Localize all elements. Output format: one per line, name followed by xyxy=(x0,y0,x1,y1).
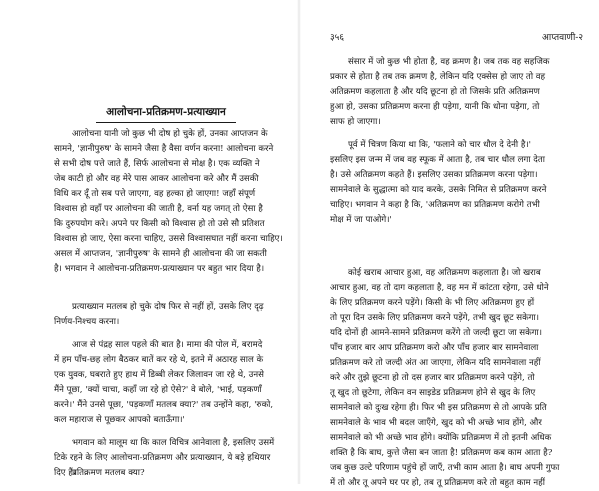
text-line: संसार में जो कुछ भी होता है, वह क्रमण है। जब तक वह सहजिक xyxy=(348,57,550,67)
text-line: कोई खराब आचार हुआ, वह अतिक्रमण कहलाता है। जो खराब xyxy=(348,268,541,278)
text-line: पाँच हजार बार आप प्रतिक्रमण करो और पाँच हजार बार सामनेवाला xyxy=(330,343,539,353)
book-title: आप्तवाणी-२ xyxy=(542,33,583,43)
text-line: इसलिए इस जन्म में जब वह स्फूक में आता है, तब चार धौल लगा देता xyxy=(330,155,545,165)
text-line: मैंने पूछा, 'क्यों चाचा, कहाँ जा रहे हो ऐसे?' वे बोले, 'भाई, पड़कणाँ xyxy=(54,385,262,395)
text-line: भगवान को मालूम था कि काल विचित्र आनेवाला है, इसलिए उसमें xyxy=(72,438,275,448)
text-line: दिए हैं। xyxy=(54,468,77,478)
text-line: जेब काटी हो और वह मेरे पास आकर आलोचना करे और मैं उसकी xyxy=(54,174,259,184)
paragraph-alochana xyxy=(54,127,288,292)
paragraph-question xyxy=(54,466,288,484)
text-line: शक्ति है कि बाघ, कुत्ते जैसा बन जाता है! प्रतिक्रमण कब काम आता है? xyxy=(330,448,553,458)
text-line: के लिए प्रतिक्रमण करने पड़ेंगे। किसी के भी लिए अतिक्रमण हुए हों xyxy=(330,298,535,308)
text-line: है। भगवान ने आलोचना-प्रतिक्रमण-प्रत्याख्यान पर बहुत भार दिया है। xyxy=(54,264,265,274)
text-line: आचार हुआ, वह तो दाग कहलाता है, वह मन में कांटता रहेगा, उसे धोने xyxy=(330,283,549,293)
text-line: प्रत्याख्यान मतलब हो चुके दोष फिर से नहीं हों, उसके लिए दृढ़ xyxy=(72,302,264,312)
section-heading: आलोचना-प्रतिक्रमण-प्रत्याख्यान xyxy=(106,106,226,118)
text-line: मोक्ष में जा पाओगे।' xyxy=(330,215,392,225)
book-gutter xyxy=(297,0,301,484)
text-line: आज से पंद्रह साल पहले की बात है। मामा की पोल में, बरामदे xyxy=(72,340,263,350)
text-line: आलोचना यानी जो कुछ भी दोष हो चुके हों, उनका आप्तजन के xyxy=(72,129,268,139)
heading-underline xyxy=(96,122,236,123)
text-line: सामनेवाले के सुद्धात्मा को याद करके, उसके निमित से प्रतिक्रमण करने xyxy=(330,185,547,195)
text-line: तो पूरा दिन उसके लिए प्रतिक्रमण करने पड़ेंगे, तभी खुद छूट सकेगा। xyxy=(330,313,540,323)
paragraph-pratikraman-continued xyxy=(330,476,584,488)
text-line: पूर्व में चित्रण किया था कि, 'फलाने को चार धौल दे देनी है।' xyxy=(348,140,532,150)
text-line: अतिक्रमण कहलाता है और यदि छूटना हो तो जिसके प्रति अतिक्रमण xyxy=(330,87,540,97)
paragraph-pratikraman xyxy=(330,266,584,476)
text-line: चाहिए। भगवान ने कहा है कि, 'अतिक्रमण का प्रतिक्रमण करोगे तभी xyxy=(330,200,540,210)
text-line: सामनेवाले के भाव भी बदल जाएँगे, खुद को भी अच्छे भाव होंगे, और xyxy=(330,418,542,428)
text-line: सामनेवाले को दुःख रहेगा ही। फिर भी इस प्रतिक्रमण से तो आपके प्रति xyxy=(330,403,547,413)
text-line: में हम पाँच-छह लोग बैठकर बातें कर रहे थे, इतने में अठारह साल के xyxy=(54,355,264,365)
text-line: एक युवक, घबराते हुए हाथ में डिब्बी लेकर जिलावन जा रहे थे, उनसे xyxy=(54,370,264,380)
text-line: टिके रहने के लिए आलोचना-प्रतिक्रमण और प्रत्याख्यान, ये बड़े हथियार xyxy=(54,453,271,463)
text-line: असल में आप्तजन, 'ज्ञानीपुरुष' के सामने ही आलोचना की जा सकती xyxy=(54,249,267,259)
text-line: निर्णय-निश्चय करना। xyxy=(54,317,120,327)
text-line: हुआ हो, उसका प्रतिक्रमण करना ही पड़ेगा, यानी कि धोना पड़ेगा, तो xyxy=(330,102,540,112)
text-line: विश्वास हो वहाँ पर आलोचना की जाती है, वर्ना यह जगत् तो ऐसा है xyxy=(54,204,263,214)
text-line: कल महाराज से पूछकर आपको बताऊँगा।' xyxy=(54,415,185,425)
running-head xyxy=(330,31,583,45)
paragraph-pratyakhyan xyxy=(54,300,288,330)
text-line: तू खुद तो छूटेगा, लेकिन वन साइडेड प्रतिक्रमण होने से खुद के लिए xyxy=(330,388,536,398)
text-line: जब कुछ उल्टे परिणाम पहुंचे हों जाएँ, तभी काम आता है। बाघ अपनी गुफा xyxy=(330,463,560,473)
text-line: विश्वास हो जाए, ऐसा करना चाहिए, उससे विश्वासघात नहीं करना चाहिए। xyxy=(54,234,283,244)
text-line: है। उसे अतिक्रमण कहते हैं। इसलिए उसका प्रतिक्रमण करना पड़ेगा। xyxy=(330,170,538,180)
text-line: साफ हो जाएगा। xyxy=(330,117,381,127)
left-page xyxy=(0,0,296,484)
text-line: से सभी दोष पत्ते जाते हैं, सिर्फ आलोचना से मोक्ष है। एक व्यक्ति ने xyxy=(54,159,260,169)
text-line: सामने, 'ज्ञानीपुरुष' के सामने जैसा है वैसा वर्णन करना! आलोचना करने xyxy=(54,144,274,154)
text-line: कि दुरुपयोग करे। अपने पर किसी को विश्वास हो तो उसे सौ प्रतिशत xyxy=(54,219,265,229)
text-line: करने।' मैंने उनसे पूछा, 'पड़कणाँ मतलब क्या?' तब उन्होंने कहा, 'रुको, xyxy=(54,400,274,410)
text-line: में तो और तू अपने घर पर हो, तब तू प्रतिक्रमण करे तो बहुत काम नहीं xyxy=(330,478,545,488)
page-number: ३५६ xyxy=(330,33,345,43)
text-line: प्रतिक्रमण करे तो जल्दी अंत आ जाएगा, लेकिन यदि सामनेवाला नहीं xyxy=(330,358,541,368)
paragraph-anecdote xyxy=(54,338,288,428)
paragraph-kraman xyxy=(330,55,584,130)
text-line: प्रकार से होता है तब तक क्रमण है, लेकिन यदि एक्सेस हो जाए तो वह xyxy=(330,72,546,82)
text-line: सामनेवाले को भी अच्छे भाव होंगे। क्योंकि प्रतिक्रमण में तो इतनी अधिक xyxy=(330,433,552,443)
text-line: प्रतिक्रमण मतलब क्या? xyxy=(72,468,145,478)
text-line: करे और तुझे छूटना हो तो दस हजार बार प्रतिक्रमण करने पड़ेंगे, तो xyxy=(330,373,535,383)
text-line: यदि दोनों ही आमने-सामने प्रतिक्रमण करेंगे तो जल्दी छूटा जा सकेगा। xyxy=(330,328,543,338)
paragraph-atikraman xyxy=(330,138,584,258)
text-line: विधि कर दूँ तो सब पत्ते जाएगा, वह हल्का हो जाएगा! जहाँ संपूर्ण xyxy=(54,189,256,199)
